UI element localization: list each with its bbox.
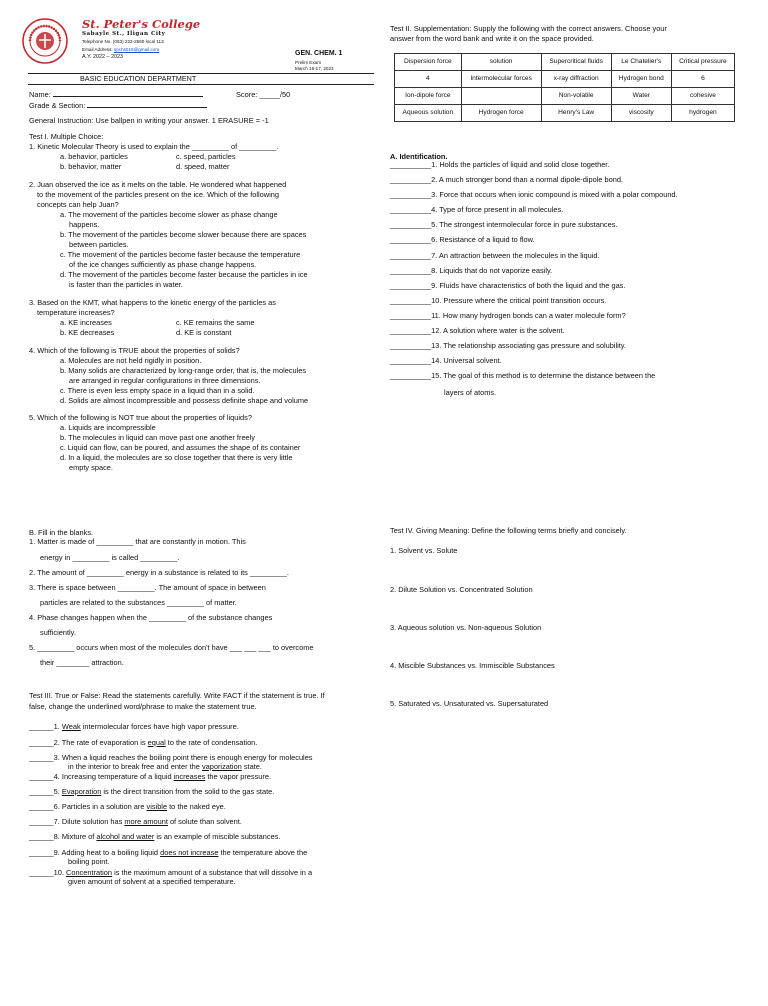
name-field[interactable]	[29, 90, 203, 99]
tf-text: 6. Particles in a solution are	[53, 802, 147, 811]
ident-blank: __________	[390, 175, 432, 185]
word-bank-cell: cohesive	[671, 88, 734, 105]
ident-item-10[interactable]	[390, 296, 678, 311]
fill-line-7: sufficiently.	[40, 628, 76, 637]
tf-item-9[interactable]	[29, 848, 307, 857]
q4-choice-b-cont: are arranged in regular configurations in three dimensions.	[69, 376, 261, 385]
identification-title: A. Identification.	[390, 152, 448, 161]
word-bank-cell: Intermolecular forces	[461, 71, 541, 88]
tf-text: the vapor pressure.	[205, 772, 272, 781]
q3-stem-1: 3. Based on the KMT, what happens to the kinetic energy of the particles as	[29, 298, 276, 307]
ident-text: 11. How many hydrogen bonds can a water molecule form?	[431, 310, 626, 320]
word-bank-cell: Hydrogen force	[461, 105, 541, 122]
q2-choice-a: a. The movement of the particles become slower as phase change	[60, 210, 278, 219]
tf-text: 2. The rate of evaporation is	[53, 738, 148, 747]
ident-text: 14. Universal solvent.	[431, 356, 502, 366]
college-name: St. Peter's College	[82, 17, 201, 31]
q2-stem-1: 2. Juan observed the ice as it melts on the table. He wondered what happened	[29, 180, 287, 189]
test4-item-5: 5. Saturated vs. Unsaturated vs. Supersaturated	[390, 699, 549, 708]
tf-item-10-cont: given amount of solvent at a specified temperature.	[68, 877, 236, 886]
word-bank-cell: Ion-dipole force	[395, 88, 462, 105]
word-bank-cell: Dispersion force	[395, 54, 462, 71]
q4-choice-c: c. There is even less empty space in a liquid than in a solid.	[60, 386, 255, 395]
word-bank-cell: Non-volatile	[541, 88, 611, 105]
test4-item-1: 1. Solvent vs. Solute	[390, 546, 458, 555]
tf-blank: ______	[29, 738, 54, 747]
fill-line-9: their ________ attraction.	[40, 658, 124, 667]
tf-blank: ______	[29, 802, 54, 811]
word-bank-cell: viscosity	[611, 105, 671, 122]
ident-text: 5. The strongest intermolecular force in pure substances.	[431, 220, 618, 230]
q5-choice-b: b. The molecules in liquid can move past one another freely	[60, 433, 256, 442]
ident-blank: __________	[390, 160, 432, 169]
department: BASIC EDUCATION DEPARTMENT	[80, 74, 197, 83]
ident-text: 4. Type of force present in all molecules.	[431, 205, 564, 215]
tf-item-4[interactable]	[29, 772, 271, 781]
tf-text: 1.	[53, 722, 62, 731]
word-bank-cell: Le Chatelier's	[611, 54, 671, 71]
fill-line-5: particles are related to the substances _________ of matter.	[40, 598, 237, 607]
ident-text: 8. Liquids that do not vaporize easily.	[431, 265, 553, 275]
word-bank-cell: Water	[611, 88, 671, 105]
word-bank-row	[395, 105, 735, 122]
test1-title: Test I. Multiple Choice:	[29, 132, 104, 141]
ident-blank: __________	[390, 326, 432, 336]
ident-text: 10. Pressure where the critical point transition occurs.	[431, 295, 607, 305]
identification-list	[390, 160, 678, 386]
tf-underlined: visible	[146, 802, 168, 811]
tf-text: of solute than solvent.	[167, 817, 242, 826]
email-label: Email Address:	[82, 47, 114, 52]
ident-item-12[interactable]	[390, 326, 678, 341]
ident-text: 9. Fluids have characteristics of both the liquid and the gas.	[431, 280, 626, 290]
exam-type: Prelim Exam	[295, 60, 322, 65]
name-label: Name:	[29, 90, 53, 99]
tf-blank: ______	[29, 753, 54, 762]
ident-item-6[interactable]	[390, 235, 678, 250]
q1-choice-a: a. behavior, particles	[60, 152, 128, 161]
q5-choice-d-cont: empty space.	[69, 463, 113, 472]
grade-section-field[interactable]	[29, 101, 207, 110]
ident-item-1[interactable]	[390, 160, 678, 175]
word-bank-cell: x-ray diffraction	[541, 71, 611, 88]
q3-choice-d: d. KE is constant	[176, 328, 232, 337]
tf-underlined: does not increase	[160, 848, 219, 857]
tf-text: 7. Dilute solution has	[53, 817, 125, 826]
ident-item-15[interactable]	[390, 371, 678, 386]
word-bank-table	[394, 53, 735, 122]
score-field[interactable]: Score: _____/50	[236, 90, 291, 99]
tf-text: 10.	[53, 868, 66, 877]
q3-choice-a: a. KE increases	[60, 318, 112, 327]
ident-item-8[interactable]	[390, 266, 678, 281]
grade-label: Grade & Section:	[29, 101, 88, 110]
ident-blank: __________	[390, 235, 432, 245]
q5-stem: 5. Which of the following is NOT true about the properties of liquids?	[29, 413, 252, 422]
tf-text: state.	[241, 762, 262, 771]
q2-choice-b-cont: between particles.	[69, 240, 129, 249]
tf-item-7[interactable]	[29, 817, 242, 826]
test3-title-2: false, change the underlined word/phrase to make the statement true.	[29, 702, 257, 711]
q4-stem: 4. Which of the following is TRUE about the properties of solids?	[29, 346, 240, 355]
fill-line-3: 2. The amount of _________ energy in a substance is related to its _________.	[29, 568, 289, 577]
ident-item-13[interactable]	[390, 341, 678, 356]
telephone: Telephone No. (063) 222-2660 local 113	[82, 39, 164, 44]
ident-text: 7. An attraction between the molecules in the liquid.	[431, 250, 600, 260]
ident-item-5[interactable]	[390, 220, 678, 235]
tf-text: is an example of miscible substances.	[154, 832, 281, 841]
ident-item-3[interactable]	[390, 190, 678, 205]
ident-blank: __________	[390, 280, 432, 290]
tf-text: to the naked eye.	[167, 802, 226, 811]
fill-line-8: 5. _________ occurs when most of the molecules don't have ___ ___ ___ to overcome	[29, 643, 314, 652]
q1-stem: 1. Kinetic Molecular Theory is used to explain the _________ of _________.	[29, 142, 279, 151]
tf-item-9-cont: boiling point.	[68, 857, 110, 866]
general-instruction: General Instruction: Use ballpen in writing your answer. 1 ERASURE = -1	[29, 116, 269, 125]
subject-title: GEN. CHEM. 1	[295, 50, 343, 57]
tf-text: in the interior to break free and enter the	[68, 762, 202, 771]
header-rule-bottom	[28, 84, 374, 85]
word-bank-row	[395, 88, 735, 105]
tf-item-3-cont	[68, 762, 262, 771]
word-bank-cell: 4	[395, 71, 462, 88]
tf-text: 8. Mixture of	[53, 832, 97, 841]
ident-item-14[interactable]	[390, 356, 678, 371]
q2-stem-2: to the movement of the particles present on the ice. Which of the following	[37, 190, 279, 199]
college-address: Sabayle St., Iligan City	[82, 31, 166, 37]
q3-choice-c: c. KE remains the same	[176, 318, 255, 327]
tf-underlined: Concentration	[66, 868, 113, 877]
test4-item-3: 3. Aqueous solution vs. Non-aqueous Solution	[390, 623, 542, 632]
word-bank-cell: Hydrogen bond	[611, 71, 671, 88]
word-bank-cell: Critical pressure	[671, 54, 734, 71]
tf-underlined: equal	[147, 738, 166, 747]
word-bank-cell	[461, 88, 541, 105]
ident-item-15-cont: layers of atoms.	[444, 388, 497, 397]
test4-item-4: 4. Miscible Substances vs. Immiscible Substances	[390, 661, 555, 670]
tf-item-5[interactable]	[29, 787, 274, 796]
q2-stem-3: concepts can help Juan?	[37, 200, 119, 209]
ident-item-2[interactable]	[390, 175, 678, 190]
tf-blank: ______	[29, 832, 54, 841]
ident-blank: __________	[390, 190, 432, 200]
ident-item-11[interactable]	[390, 311, 678, 326]
tf-blank: ______	[29, 772, 54, 781]
ident-blank: __________	[390, 310, 432, 320]
tf-underlined: Evaporation	[61, 787, 102, 796]
word-bank-cell: hydrogen	[671, 105, 734, 122]
q4-choice-a: a. Molecules are not held rigidly in position.	[60, 356, 202, 365]
tf-underlined: Weak	[61, 722, 81, 731]
tf-text: 4. Increasing temperature of a liquid	[53, 772, 174, 781]
q1-choice-b: b. behavior, matter	[60, 162, 122, 171]
tf-text: is the maximum amount of a substance that will dissolve in a	[112, 868, 313, 877]
tf-text: is the direct transition from the solid to the gas state.	[101, 787, 275, 796]
tf-underlined: increases	[173, 772, 206, 781]
college-seal-icon	[22, 18, 68, 64]
tf-text: to the rate of condensation.	[165, 738, 258, 747]
ident-text: 12. A solution where water is the solvent.	[431, 326, 565, 336]
tf-blank: ______	[29, 868, 54, 877]
word-bank-cell: Supercritical fluids	[541, 54, 611, 71]
fill-line-1: 1. Matter is made of _________ that are constantly in motion. This	[29, 537, 246, 546]
fill-title: B. Fill in the blanks.	[29, 528, 94, 537]
tf-item-2[interactable]	[29, 738, 257, 747]
word-bank-row	[395, 71, 735, 88]
tf-text: 3. When a liquid reaches the boiling point there is enough energy for molecules	[53, 753, 313, 762]
exam-date: March 16-17, 2023	[295, 66, 334, 71]
ident-text: 1. Holds the particles of liquid and solid close together.	[431, 160, 610, 169]
ident-text: 13. The relationship associating gas pressure and solubility.	[431, 341, 626, 351]
q2-choice-a-cont: happens.	[69, 220, 100, 229]
academic-year: A.Y. 2022 – 2023	[82, 54, 123, 60]
tf-item-10[interactable]	[29, 868, 312, 877]
tf-blank: ______	[29, 817, 54, 826]
tf-item-3[interactable]	[29, 753, 313, 762]
ident-blank: __________	[390, 371, 432, 381]
ident-text: 3. Force that occurs when ionic compound is mixed with a polar compound.	[431, 190, 678, 200]
ident-blank: __________	[390, 295, 432, 305]
fill-line-2: energy in _________ is called _________.	[40, 553, 180, 562]
q3-stem-2: temperature increases?	[37, 308, 115, 317]
test4-item-2: 2. Dilute Solution vs. Concentrated Solution	[390, 585, 533, 594]
test2-title-2: answer from the word bank and write it on the space provided.	[390, 34, 594, 43]
tf-text: 9. Adding heat to a boiling liquid	[53, 848, 161, 857]
tf-item-8[interactable]	[29, 832, 280, 841]
q5-choice-d: d. In a liquid, the molecules are so close together that there is very little	[60, 453, 293, 462]
q1-choice-d: d. speed, matter	[176, 162, 230, 171]
ident-text: 6. Resistance of a liquid to flow.	[431, 235, 535, 245]
q2-choice-b: b. The movement of the particles become slower because there are spaces	[60, 230, 307, 239]
ident-text: 15. The goal of this method is to determine the distance between the	[431, 371, 656, 381]
q2-choice-c: c. The movement of the particles become faster because the temperature	[60, 250, 301, 259]
tf-underlined: vaporization	[201, 762, 242, 771]
ident-blank: __________	[390, 220, 432, 230]
word-bank-cell: solution	[461, 54, 541, 71]
test4-title: Test IV. Giving Meaning: Define the following terms briefly and concisely.	[390, 526, 627, 535]
tf-text: intermolecular forces have high vapor pressure.	[80, 722, 239, 731]
q5-choice-c: c. Liquid can flow, can be poured, and assumes the shape of its container	[60, 443, 301, 452]
email-link[interactable]: spchs018@gmail.com	[113, 47, 160, 52]
ident-blank: __________	[390, 341, 432, 351]
ident-item-9[interactable]	[390, 281, 678, 296]
fill-line-6: 4. Phase changes happen when the _________ of the substance changes	[29, 613, 273, 622]
q1-choice-c: c. speed, particles	[176, 152, 236, 161]
ident-blank: __________	[390, 356, 432, 366]
test2-title-1: Test II. Supplementation: Supply the following with the correct answers. Choose your	[390, 24, 667, 33]
q5-choice-a: a. Liquids are incompressible	[60, 423, 156, 432]
tf-underlined: more amount	[124, 817, 168, 826]
tf-blank: ______	[29, 848, 54, 857]
ident-item-4[interactable]	[390, 205, 678, 220]
q2-choice-c-cont: of the ice changes sufficiently as phase change happens.	[69, 260, 257, 269]
tf-item-6[interactable]	[29, 802, 226, 811]
tf-blank: ______	[29, 722, 54, 731]
ident-blank: __________	[390, 265, 432, 275]
tf-blank: ______	[29, 787, 54, 796]
word-bank-row	[395, 54, 735, 71]
word-bank-cell: 6	[671, 71, 734, 88]
tf-underlined: alcohol and water	[96, 832, 155, 841]
fill-line-4: 3. There is space between _________. The amount of space in between	[29, 583, 266, 592]
ident-blank: __________	[390, 250, 432, 260]
tf-text: the temperature above the	[218, 848, 308, 857]
q4-choice-b: b. Many solids are characterized by long-range order, that is, the molecules	[60, 366, 307, 375]
test3-title-1: Test III. True or False: Read the statements carefully. Write FACT if the statement is true. If	[29, 691, 325, 700]
q2-choice-d-cont: is faster than the particles in water.	[69, 280, 183, 289]
email-line	[82, 47, 159, 53]
q3-choice-b: b. KE decreases	[60, 328, 115, 337]
tf-item-1[interactable]	[29, 722, 239, 731]
q2-choice-d: d. The movement of the particles become faster because the particles in ice	[60, 270, 308, 279]
tf-text: 5.	[53, 787, 62, 796]
ident-blank: __________	[390, 205, 432, 215]
word-bank-cell: Henry's Law	[541, 105, 611, 122]
word-bank-cell: Aqueous solution	[395, 105, 462, 122]
ident-text: 2. A much stronger bond than a normal dipole-dipole bond.	[431, 175, 623, 185]
q4-choice-d: d. Solids are almost incompressible and possess definite shape and volume	[60, 396, 309, 405]
ident-item-7[interactable]	[390, 251, 678, 266]
